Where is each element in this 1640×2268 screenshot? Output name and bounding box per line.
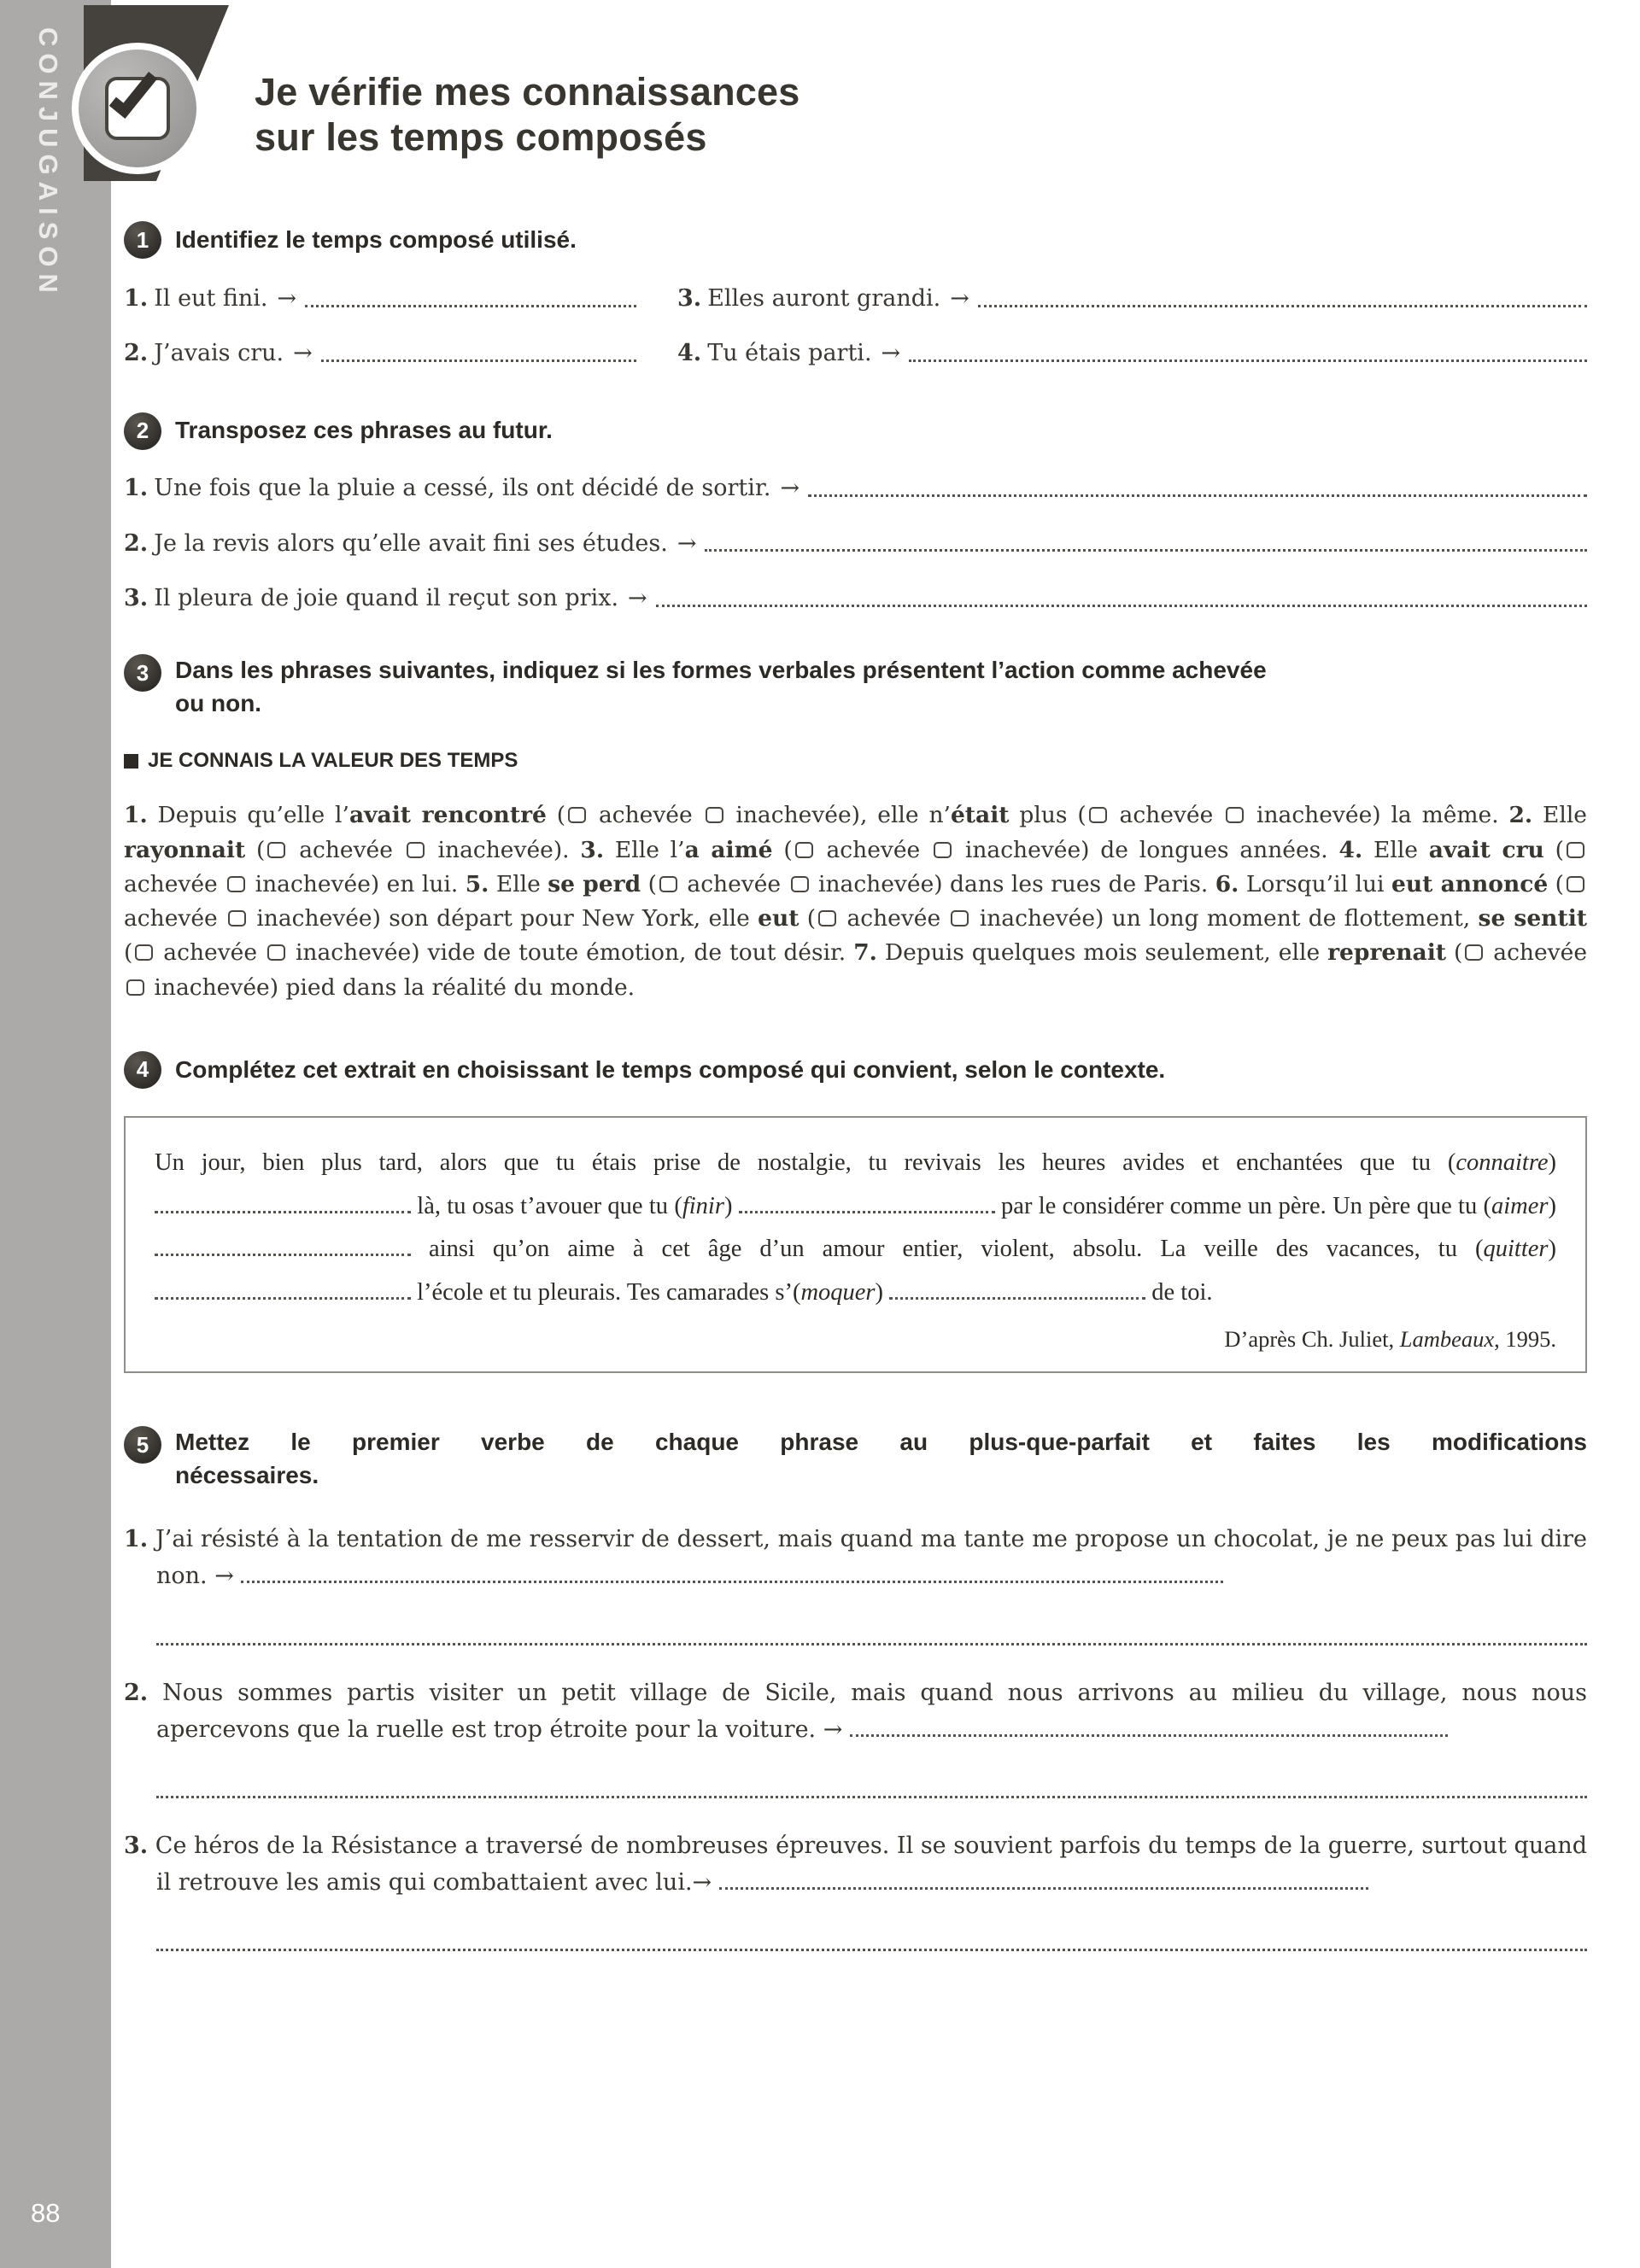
text-segment: aimer	[1491, 1192, 1549, 1219]
arrow-icon: →	[780, 474, 800, 501]
text-segment: achevée	[124, 870, 226, 897]
text-segment: se perd	[548, 870, 641, 897]
answer-blank[interactable]	[155, 1236, 411, 1256]
text-segment: achevée	[679, 870, 788, 897]
text-segment: avait cru	[1428, 836, 1544, 863]
text-segment: Ce héros de la Résistance a traversé de nombreuses épreuves. Il se souvient parfois du temps de la guerre, surtout quand il retrouve les amis qui combattaient avec lui.→	[148, 1833, 1587, 1897]
text-segment: 1.	[124, 1526, 149, 1553]
text-segment: achevée	[1485, 939, 1588, 967]
item-text: Je la revis alors qu’elle avait fini ses études.	[154, 529, 668, 557]
text-segment: se sentit	[1478, 905, 1587, 932]
arrow-icon: →	[676, 529, 697, 557]
text-segment: inachevée), elle n’	[725, 802, 951, 829]
exercise-2	[124, 412, 1587, 613]
text-segment: rayonnait	[124, 836, 246, 863]
item-text: Elles auront grandi.	[707, 285, 941, 313]
text-segment: Un jour, bien plus tard, alors que tu étais prise de nostalgie, tu revivais les heures avides et enchantées que tu (	[155, 1149, 1456, 1176]
exercise-5-item	[124, 1827, 1587, 1951]
checkbox-icon[interactable]	[1567, 876, 1584, 892]
text-segment: Lambeaux	[1399, 1325, 1495, 1352]
text-segment: (	[1446, 939, 1463, 967]
item-text: Il eut fini.	[154, 285, 268, 313]
text-segment: 3.	[580, 836, 605, 863]
checkbox-icon[interactable]	[818, 910, 836, 926]
text-segment: 2.	[1508, 802, 1533, 829]
checkbox-icon[interactable]	[407, 842, 425, 858]
checkbox-icon[interactable]	[267, 842, 285, 858]
answer-line[interactable]	[156, 1796, 1587, 1798]
page-title-line2: sur les temps composés	[255, 114, 707, 159]
item-text	[124, 1675, 1587, 1748]
text-segment: inachevée) de longues années.	[954, 836, 1339, 863]
text-segment: (	[799, 905, 817, 932]
text-segment: inachevée) son départ pour New York, elle	[249, 905, 758, 932]
item-text: J’avais cru.	[154, 340, 284, 367]
text-segment: J’ai résisté à la tentation de me resservir de dessert, mais quand ma tante me propose un chocolat, je ne peux pas lui dire non. →	[148, 1526, 1587, 1590]
item-number: 3.	[677, 285, 702, 313]
fill-item	[124, 584, 1587, 613]
text-segment: inachevée) vide de toute émotion, de tout désir.	[288, 939, 854, 967]
answer-line[interactable]	[156, 1643, 1587, 1645]
answer-dots[interactable]	[850, 1720, 1448, 1736]
text-segment: inachevée) dans les rues de Paris.	[811, 870, 1215, 897]
text-segment: (	[772, 836, 793, 863]
text-segment: achevée	[839, 905, 949, 932]
text-segment: inachevée) la même.	[1246, 802, 1509, 829]
text-segment: Elle	[1532, 802, 1587, 829]
text-segment: )	[875, 1279, 890, 1306]
item-number: 4.	[677, 340, 702, 367]
exercise-3-title-line1: Dans les phrases suivantes, indiquez si les formes verbales présentent l’action comme achevée	[175, 657, 1267, 684]
answer-dots[interactable]	[705, 549, 1587, 552]
text-segment: était	[950, 802, 1010, 829]
checkbox-icon[interactable]	[267, 944, 285, 961]
text-segment: D’après Ch. Juliet,	[1224, 1325, 1400, 1352]
checkbox-icon[interactable]	[791, 876, 809, 892]
text-segment: 2.	[124, 1679, 149, 1706]
text-segment: quitter	[1483, 1236, 1549, 1263]
text-segment: 4.	[1338, 836, 1363, 863]
text-segment: )	[1548, 1149, 1556, 1176]
exercise-5-number-badge: 5	[124, 1426, 161, 1464]
text-segment: 1.	[124, 802, 148, 829]
fill-item	[124, 529, 1587, 558]
text-segment: )	[1548, 1192, 1556, 1219]
text-segment: Depuis quelques mois seulement, elle	[876, 939, 1328, 967]
text-segment: là, tu osas t’avouer que tu (	[411, 1192, 682, 1219]
text-segment: )	[1548, 1236, 1556, 1263]
answer-dots[interactable]	[719, 1873, 1368, 1890]
exercise-1	[124, 221, 1587, 368]
item-number: 3.	[124, 585, 149, 612]
text-segment: (	[245, 836, 266, 863]
checkbox-icon[interactable]	[951, 910, 969, 926]
checkbox-icon[interactable]	[126, 979, 144, 996]
passage-text	[155, 1142, 1556, 1315]
checkbox-icon[interactable]	[568, 807, 586, 823]
exercise-4-number-badge: 4	[124, 1051, 161, 1089]
checkbox-icon[interactable]	[1226, 807, 1244, 823]
item-number: 1.	[124, 285, 149, 313]
square-bullet-icon	[124, 754, 138, 769]
answer-line[interactable]	[156, 1949, 1587, 1951]
answer-dots[interactable]	[909, 359, 1587, 362]
text-segment: achevée	[589, 802, 703, 829]
text-segment: (	[124, 939, 133, 967]
answer-dots[interactable]	[305, 305, 636, 307]
text-segment: reprenait	[1327, 939, 1447, 967]
exercise-5-title-line1: Mettez le premier verbe de chaque phrase au plus-que-parfait et faites les modifications	[175, 1429, 1587, 1456]
exercise-2-number-badge: 2	[124, 412, 161, 450]
checkbox-icon[interactable]	[1465, 944, 1483, 961]
checkbox-icon[interactable]	[1089, 807, 1107, 823]
exercise-3-number-badge: 3	[124, 654, 161, 692]
exercise-3	[124, 654, 1587, 1005]
checkbox-icon[interactable]	[659, 876, 677, 892]
answer-blank[interactable]	[155, 1192, 411, 1213]
passage-attribution	[155, 1322, 1556, 1356]
text-segment: de toi.	[1145, 1279, 1213, 1306]
checkbox-icon[interactable]	[135, 944, 153, 961]
text-segment: inachevée).	[426, 836, 581, 863]
text-segment: Elle	[1362, 836, 1429, 863]
exercise-5-title	[175, 1426, 1587, 1492]
exercise-5-header	[124, 1426, 1587, 1492]
page-title	[255, 70, 1587, 160]
text-segment: achevée	[288, 836, 404, 863]
exercise-4-header	[124, 1051, 1587, 1089]
text-segment: (	[1543, 836, 1564, 863]
fill-item	[124, 339, 636, 368]
item-text: Il pleura de joie quand il reçut son prix.	[154, 585, 619, 612]
text-segment: plus (	[1009, 802, 1086, 829]
exercise-5-item	[124, 1521, 1587, 1645]
text-segment: Nous sommes partis visiter un petit village de Sicile, mais quand nous arrivons au milieu du village, nous nous apercevons que la ruelle est trop étroite pour la voiture. →	[148, 1679, 1587, 1743]
passage-box	[124, 1116, 1587, 1373]
exercise-2-title: Transposez ces phrases au futur.	[175, 417, 553, 444]
exercise-5-title-line2: nécessaires.	[175, 1461, 319, 1488]
exercise-4-title: Complétez cet extrait en choisissant le temps composé qui convient, selon le contexte.	[175, 1055, 1166, 1083]
checkbox-icon[interactable]	[706, 807, 723, 823]
text-segment: eut annoncé	[1391, 870, 1549, 897]
text-segment: Elle l’	[604, 836, 685, 863]
text-segment: 7.	[853, 939, 877, 967]
answer-dots[interactable]	[241, 1567, 1223, 1583]
text-segment: achevée	[155, 939, 265, 967]
arrow-icon: →	[293, 340, 313, 367]
answer-dots[interactable]	[978, 305, 1587, 307]
page-title-line1: Je vérifie mes connaissances	[255, 70, 800, 114]
text-segment: achevée	[1109, 802, 1224, 829]
item-text: Une fois que la pluie a cessé, ils ont décidé de sortir.	[154, 474, 771, 501]
text-segment: (	[546, 802, 566, 829]
exercise-1-number-badge: 1	[124, 221, 161, 259]
text-segment: l’école et tu pleurais. Tes camarades s’(	[411, 1279, 801, 1306]
text-segment: eut	[758, 905, 800, 932]
exercise-5	[124, 1426, 1587, 1951]
answer-blank[interactable]	[155, 1279, 411, 1300]
text-segment: achevée	[815, 836, 932, 863]
exercise-5-item	[124, 1675, 1587, 1798]
text-segment: ainsi qu’on aime à cet âge d’un amour entier, violent, absolu. La veille des vacances, tu (	[411, 1236, 1484, 1263]
checkbox-icon[interactable]	[1567, 842, 1584, 858]
exercise-2-items	[124, 474, 1587, 613]
text-segment: inachevée) un long moment de flottement,	[971, 905, 1479, 932]
fill-item	[677, 284, 1587, 313]
arrow-icon: →	[277, 285, 297, 313]
arrow-icon: →	[628, 585, 647, 612]
answer-dots[interactable]	[808, 494, 1587, 497]
skill-label	[124, 749, 1587, 773]
arrow-icon: →	[881, 340, 901, 367]
exercise-2-header	[124, 412, 1587, 450]
exercise-3-title	[175, 654, 1587, 720]
exercise-1-header	[124, 221, 1587, 259]
exercise-3-header	[124, 654, 1587, 720]
page-number: 88	[31, 2198, 61, 2228]
text-segment: Depuis qu’elle l’	[147, 802, 349, 829]
text-segment: a aimé	[684, 836, 773, 863]
exercise-1-items	[124, 284, 1587, 368]
text-segment: par le considérer comme un père. Un père que tu (	[994, 1192, 1491, 1219]
text-segment: 6.	[1215, 870, 1239, 897]
text-segment: connaitre	[1456, 1149, 1549, 1176]
text-segment: (	[641, 870, 657, 897]
checkbox-icon[interactable]	[795, 842, 813, 858]
item-number: 1.	[124, 474, 149, 501]
exercise-3-title-line2: ou non.	[175, 689, 262, 716]
text-segment: , 1995.	[1494, 1325, 1556, 1352]
text-segment: avait rencontré	[348, 802, 547, 829]
text-segment: Lorsqu’il lui	[1239, 870, 1391, 897]
item-number: 2.	[124, 340, 149, 367]
answer-blank[interactable]	[739, 1192, 995, 1213]
text-segment: moquer	[800, 1279, 876, 1306]
text-segment: inachevée) en lui.	[248, 870, 466, 897]
fill-item	[677, 339, 1587, 368]
exercise-3-paragraph	[124, 798, 1587, 1005]
text-segment: inachevée) pied dans la réalité du monde.	[147, 973, 636, 1001]
answer-dots[interactable]	[656, 605, 1587, 607]
item-text	[124, 1521, 1587, 1594]
exercise-1-title: Identifiez le temps composé utilisé.	[175, 225, 577, 253]
exercise-4	[124, 1051, 1587, 1373]
item-text: Tu étais parti.	[707, 340, 872, 367]
fill-item	[124, 474, 1587, 503]
checkbox-icon[interactable]	[934, 842, 952, 858]
answer-blank[interactable]	[889, 1279, 1145, 1300]
arrow-icon: →	[950, 285, 969, 313]
section-label: CONJUGAISON	[33, 27, 63, 300]
checkbox-icon[interactable]	[227, 876, 245, 892]
item-number: 2.	[124, 529, 149, 557]
text-segment: 5.	[465, 870, 489, 897]
checkbox-icon[interactable]	[228, 910, 246, 926]
text-segment: 3.	[124, 1833, 149, 1860]
text-segment: )	[723, 1192, 739, 1219]
text-segment: Elle	[489, 870, 548, 897]
skill-label-text: JE CONNAIS LA VALEUR DES TEMPS	[148, 749, 518, 773]
answer-dots[interactable]	[321, 359, 636, 362]
item-text	[124, 1827, 1587, 1901]
text-segment: achevée	[124, 905, 226, 932]
fill-item	[124, 284, 636, 313]
text-segment: (	[1548, 870, 1564, 897]
text-segment: finir	[682, 1192, 724, 1219]
